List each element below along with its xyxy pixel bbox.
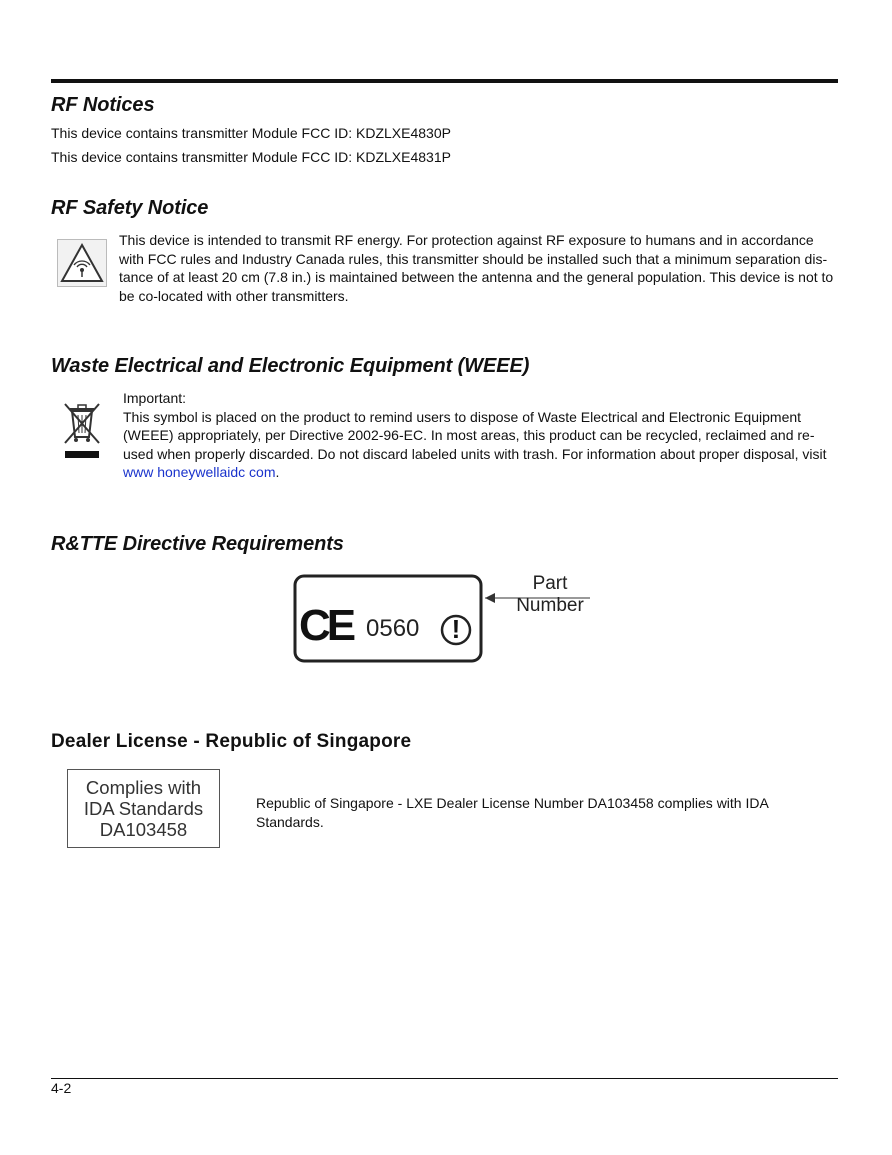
honeywell-link[interactable]: www honeywellaidc com [123,464,276,480]
notified-body-number: 0560 [366,615,420,642]
badge-line: DA103458 [99,819,188,840]
rf-safety-paragraph [119,231,839,305]
part-number-callout [510,573,590,617]
dealer-license-paragraph [256,794,836,831]
fcc-id-line-2: This device contains transmitter Module FCC ID: KDZLXE4831P [51,149,451,165]
rf-safety-heading: RF Safety Notice [51,197,209,219]
weee-heading: Waste Electrical and Electronic Equipment (WEEE) [51,355,530,377]
page-number: 4-2 [51,1080,72,1096]
rf-safety-line: be co-located with other transmitters. [119,287,349,304]
fcc-id-line-1: This device contains transmitter Module FCC ID: KDZLXE4830P [51,125,451,141]
rf-notices-heading: RF Notices [51,94,155,116]
dealer-license-heading: Dealer License - Republic of Singapore [51,731,412,752]
weee-important-label: Important: [123,390,187,406]
crossed-out-bin-icon [60,401,104,461]
weee-paragraph [123,389,839,482]
weee-line: (WEEE) appropriately, per Directive 2002-96-EC. In most areas, this product can be recycled, reclaimed and re- [123,427,815,443]
weee-link-suffix: . [275,464,280,480]
callout-line: Number [516,595,584,616]
alert-icon: ! [451,614,461,644]
rf-safety-line: This device is intended to transmit RF energy. For protection against RF exposure to humans and in accordance [119,232,814,248]
rtte-heading: R&TTE Directive Requirements [51,533,344,555]
weee-line: This symbol is placed on the product to remind users to dispose of Waste Electrical and Electronic Equipment [123,408,802,425]
dealer-line: Standards. [256,813,324,830]
rf-safety-line: tance of at least 20 cm (7.8 in.) is maintained between the antenna and the general population. This device is not to [119,269,834,285]
weee-link-line [123,463,839,482]
dealer-line: Republic of Singapore - LXE Dealer License Number DA103458 complies with IDA [256,795,769,811]
footer-rule [51,1078,838,1079]
ce-label-graphic [293,574,598,664]
weee-line: used when properly discarded. Do not discard labeled units with trash. For information about proper disposal, visit [123,445,827,462]
callout-line: Part [532,573,568,594]
rf-radiation-warning-icon [57,239,107,287]
rf-safety-line: with FCC rules and Industry Canada rules, this transmitter should be installed such that a minimum separation dis- [119,250,828,267]
badge-line: IDA Standards [83,798,204,819]
ce-mark: CE [299,601,353,650]
badge-line: Complies with [85,777,202,798]
ida-compliance-badge [67,769,220,848]
header-rule [51,79,838,83]
